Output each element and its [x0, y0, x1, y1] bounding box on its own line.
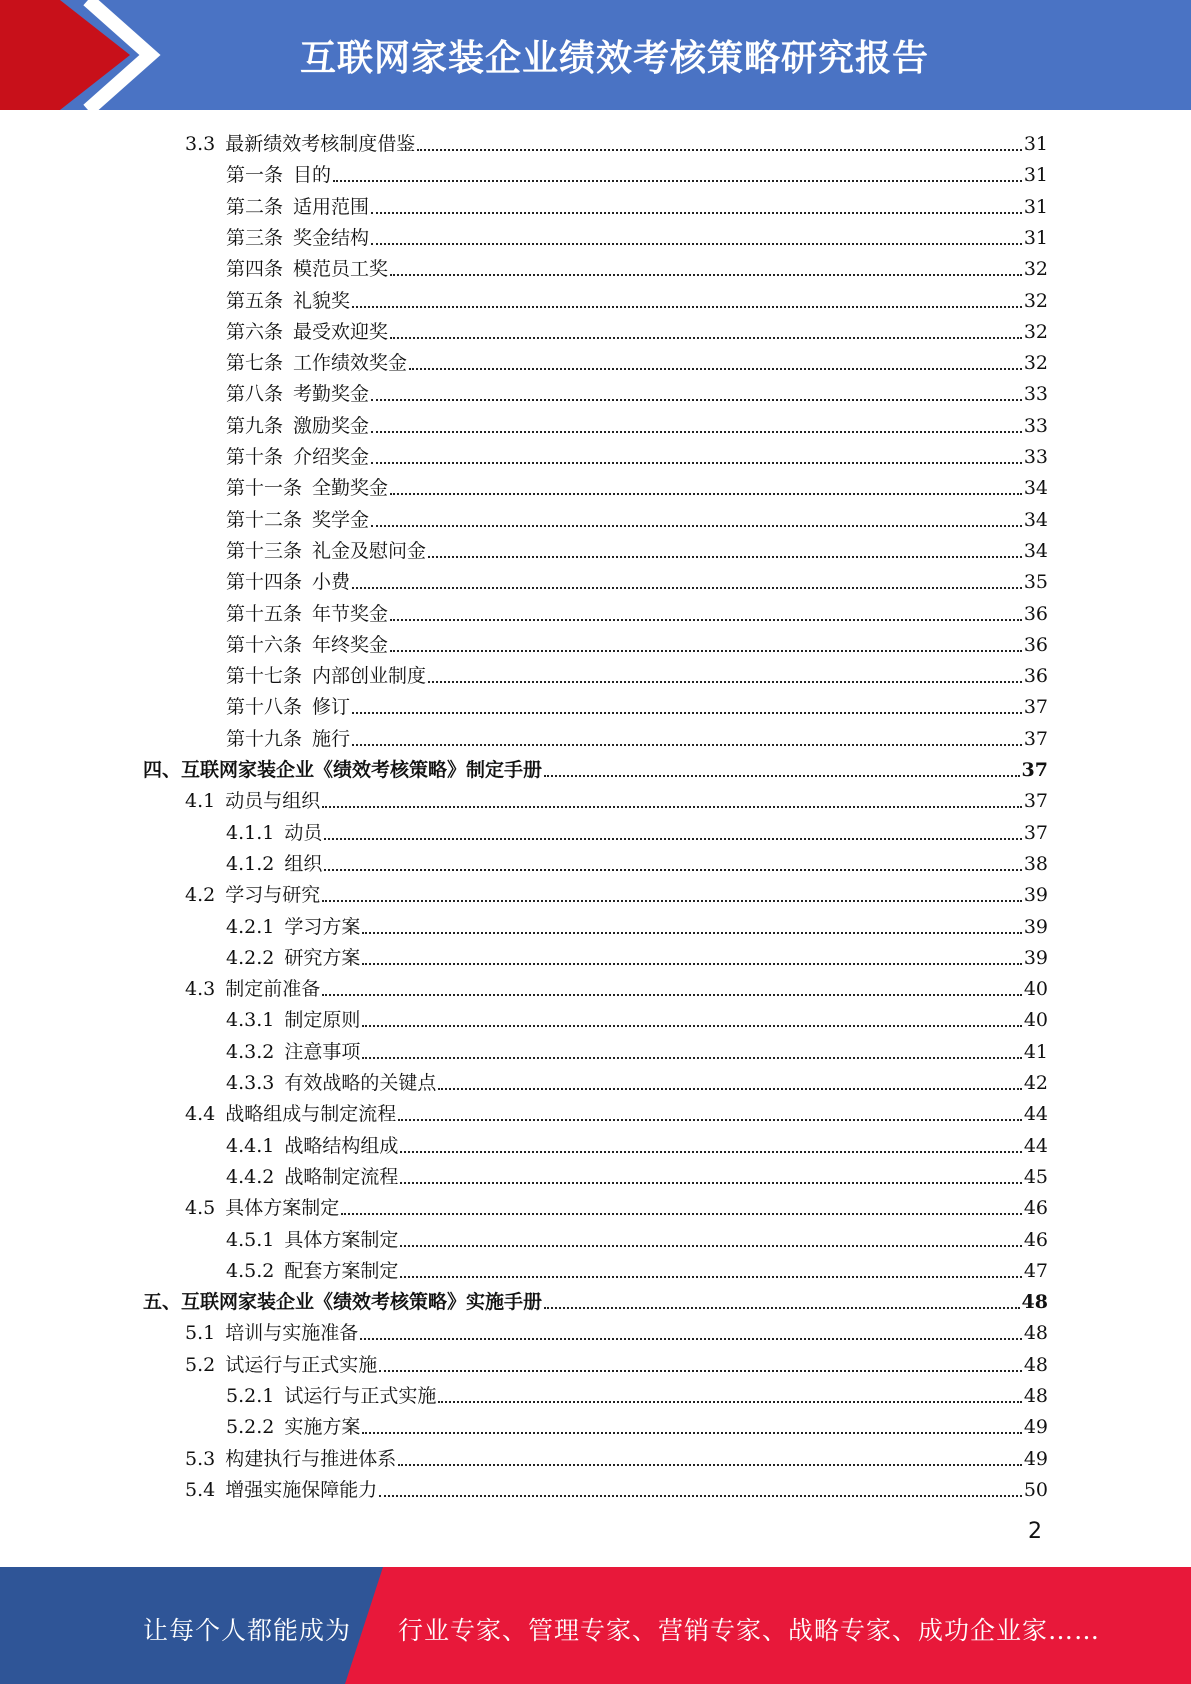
toc-dot-leader: [371, 212, 1022, 214]
toc-entry-page: 40: [1023, 978, 1048, 1000]
toc-dot-leader: [390, 493, 1022, 495]
toc-entry-page: 48: [1023, 1322, 1048, 1344]
toc-entry-page: 45: [1023, 1166, 1048, 1188]
toc-entry-page: 48: [1021, 1291, 1048, 1313]
toc-entry[interactable]: [226, 598, 1048, 626]
toc-entry-title: 四、互联网家装企业《绩效考核策略》制定手册: [143, 759, 543, 781]
toc-entry-number: 第十四条: [226, 571, 303, 593]
toc-entry[interactable]: [185, 973, 1048, 1001]
toc-entry-page: 33: [1023, 383, 1048, 405]
toc-entry-page: 48: [1023, 1354, 1048, 1376]
toc-entry[interactable]: [226, 472, 1048, 500]
toc-dot-leader: [352, 744, 1022, 746]
toc-entry-page: 32: [1023, 258, 1048, 280]
toc-entry[interactable]: [226, 1380, 1048, 1408]
toc-entry-number: 5.1: [185, 1322, 216, 1344]
toc-entry[interactable]: [226, 1036, 1048, 1064]
toc-entry-number: 第十七条: [226, 665, 303, 687]
toc-dot-leader: [409, 368, 1022, 370]
toc-entry-number: 第一条: [226, 164, 284, 186]
toc-entry-page: 37: [1021, 759, 1048, 781]
toc-entry-title: 有效战略的关键点: [284, 1072, 437, 1094]
toc-dot-leader: [400, 1182, 1021, 1184]
toc-dot-leader: [352, 306, 1022, 308]
toc-entry-title: 奖学金: [312, 509, 370, 531]
toc-entry[interactable]: [226, 1004, 1048, 1032]
toc-dot-leader: [379, 1370, 1022, 1372]
toc-entry-title: 年终奖金: [312, 634, 389, 656]
toc-entry[interactable]: [226, 159, 1048, 187]
toc-entry-page: 47: [1023, 1260, 1048, 1282]
toc-entry[interactable]: [185, 1349, 1048, 1377]
header-banner: [0, 0, 1191, 110]
toc-entry[interactable]: [226, 1130, 1048, 1158]
toc-entry-page: 44: [1023, 1135, 1048, 1157]
toc-dot-leader: [352, 712, 1022, 714]
toc-entry[interactable]: [226, 660, 1048, 688]
toc-dot-leader: [362, 932, 1021, 934]
toc-dot-leader: [438, 1401, 1021, 1403]
toc-entry[interactable]: [226, 504, 1048, 532]
toc-dot-leader: [544, 775, 1020, 777]
toc-entry-number: 第六条: [226, 321, 284, 343]
toc-dot-leader: [390, 337, 1022, 339]
toc-entry-page: 49: [1023, 1448, 1048, 1470]
toc-entry[interactable]: [226, 1255, 1048, 1283]
toc-entry-title: 动员: [284, 822, 323, 844]
toc-entry-number: 4.2: [185, 884, 216, 906]
toc-entry[interactable]: [226, 410, 1048, 438]
toc-entry[interactable]: [185, 785, 1048, 813]
toc-entry-title: 工作绩效奖金: [293, 352, 408, 374]
toc-entry-number: 4.4.1: [226, 1135, 275, 1157]
toc-entry-title: 模范员工奖: [293, 258, 389, 280]
toc-entry-title: 学习方案: [284, 916, 361, 938]
toc-entry-title: 最新绩效考核制度借鉴: [225, 133, 416, 155]
toc-entry[interactable]: [226, 285, 1048, 313]
toc-entry-page: 39: [1023, 884, 1048, 906]
toc-entry-number: 第十一条: [226, 477, 303, 499]
toc-entry-number: 4.4.2: [226, 1166, 275, 1188]
toc-entry-page: 48: [1023, 1385, 1048, 1407]
toc-entry-number: 第十六条: [226, 634, 303, 656]
toc-dot-leader: [362, 963, 1021, 965]
toc-entry-page: 31: [1023, 133, 1048, 155]
toc-dot-leader: [428, 556, 1022, 558]
toc-entry-title: 具体方案制定: [225, 1197, 340, 1219]
toc-entry-page: 42: [1023, 1072, 1048, 1094]
toc-dot-leader: [390, 619, 1022, 621]
toc-dot-leader: [322, 900, 1022, 902]
toc-entry-number: 4.3.3: [226, 1072, 275, 1094]
toc-entry[interactable]: [226, 566, 1048, 594]
toc-entry-title: 激励奖金: [293, 415, 370, 437]
toc-entry-number: 第七条: [226, 352, 284, 374]
toc-entry[interactable]: [226, 629, 1048, 657]
toc-entry-title: 全勤奖金: [312, 477, 389, 499]
toc-entry-page: 40: [1023, 1009, 1048, 1031]
toc-entry-number: 4.1.2: [226, 853, 275, 875]
toc-entry[interactable]: [185, 879, 1048, 907]
toc-dot-leader: [324, 838, 1021, 840]
toc-entry[interactable]: [226, 911, 1048, 939]
toc-entry-number: 4.2.2: [226, 947, 275, 969]
toc-entry-page: 37: [1023, 696, 1048, 718]
toc-entry-number: 第十九条: [226, 728, 303, 750]
toc-entry-page: 35: [1023, 571, 1048, 593]
toc-entry[interactable]: [143, 1286, 1048, 1314]
toc-entry[interactable]: [226, 316, 1048, 344]
toc-entry[interactable]: [185, 1474, 1048, 1502]
toc-entry-page: 38: [1023, 853, 1048, 875]
toc-entry-number: 第十条: [226, 446, 284, 468]
toc-entry-title: 制定前准备: [225, 978, 321, 1000]
toc-entry-number: 4.1: [185, 790, 216, 812]
toc-entry-title: 小费: [312, 571, 351, 593]
toc-entry[interactable]: [226, 378, 1048, 406]
toc-entry-title: 修订: [312, 696, 351, 718]
toc-dot-leader: [390, 274, 1022, 276]
toc-entry[interactable]: [226, 441, 1048, 469]
toc-dot-leader: [360, 1338, 1022, 1340]
footer-slogan-right: 行业专家、管理专家、营销专家、战略专家、成功企业家……: [398, 1616, 1101, 1645]
toc-dot-leader: [400, 1151, 1021, 1153]
toc-entry-page: 36: [1023, 603, 1048, 625]
toc-entry-page: 46: [1023, 1197, 1048, 1219]
toc-dot-leader: [352, 587, 1022, 589]
toc-entry[interactable]: [226, 1161, 1048, 1189]
toc-entry-title: 考勤奖金: [293, 383, 370, 405]
toc-dot-leader: [371, 525, 1022, 527]
toc-entry-number: 4.5.1: [226, 1229, 275, 1251]
toc-entry-number: 4.3.2: [226, 1041, 275, 1063]
toc-entry-page: 32: [1023, 321, 1048, 343]
toc-entry-page: 46: [1023, 1229, 1048, 1251]
toc-entry-page: 36: [1023, 665, 1048, 687]
toc-entry-title: 礼貌奖: [293, 290, 351, 312]
toc-dot-leader: [324, 869, 1021, 871]
toc-entry-title: 制定原则: [284, 1009, 361, 1031]
toc-dot-leader: [341, 1213, 1022, 1215]
toc-entry[interactable]: [226, 691, 1048, 719]
toc-entry-number: 4.4: [185, 1103, 216, 1125]
toc-dot-leader: [362, 1025, 1021, 1027]
toc-entry-number: 第九条: [226, 415, 284, 437]
toc-entry-number: 第十二条: [226, 509, 303, 531]
toc-entry-title: 增强实施保障能力: [225, 1479, 378, 1501]
toc-entry-title: 学习与研究: [225, 884, 321, 906]
toc-entry-number: 第八条: [226, 383, 284, 405]
toc-dot-leader: [362, 1057, 1021, 1059]
toc-entry-number: 4.5.2: [226, 1260, 275, 1282]
toc-entry-title: 实施方案: [284, 1416, 361, 1438]
toc-entry-title: 试运行与正式实施: [284, 1385, 437, 1407]
toc-entry-title: 配套方案制定: [284, 1260, 399, 1282]
toc-entry-title: 适用范围: [293, 196, 370, 218]
footer-slogan-left: 让每个人都能成为: [143, 1616, 352, 1645]
toc-entry-title: 最受欢迎奖: [293, 321, 389, 343]
toc-entry-page: 49: [1023, 1416, 1048, 1438]
toc-entry-number: 第五条: [226, 290, 284, 312]
toc-dot-leader: [400, 1276, 1021, 1278]
page-number: 2: [1028, 1519, 1042, 1544]
toc-entry-title: 试运行与正式实施: [225, 1354, 378, 1376]
toc-entry[interactable]: [226, 817, 1048, 845]
toc-dot-leader: [544, 1307, 1020, 1309]
toc-entry-page: 39: [1023, 947, 1048, 969]
toc-entry-page: 34: [1023, 477, 1048, 499]
toc-entry-page: 33: [1023, 446, 1048, 468]
toc-entry[interactable]: [226, 1411, 1048, 1439]
toc-entry-page: 44: [1023, 1103, 1048, 1125]
toc-dot-leader: [362, 1432, 1021, 1434]
toc-entry-page: 33: [1023, 415, 1048, 437]
toc-entry-title: 奖金结构: [293, 227, 370, 249]
toc-entry-title: 施行: [312, 728, 351, 750]
toc-entry-title: 研究方案: [284, 947, 361, 969]
toc-entry-title: 五、互联网家装企业《绩效考核策略》实施手册: [143, 1291, 543, 1313]
toc-entry[interactable]: [226, 222, 1048, 250]
toc-dot-leader: [438, 1088, 1021, 1090]
toc-entry-page: 50: [1023, 1479, 1048, 1501]
toc-entry-page: 37: [1023, 790, 1048, 812]
toc-entry-title: 年节奖金: [312, 603, 389, 625]
toc-entry-title: 具体方案制定: [284, 1229, 399, 1251]
toc-entry-number: 5.4: [185, 1479, 216, 1501]
toc-dot-leader: [371, 399, 1022, 401]
toc-entry-title: 动员与组织: [225, 790, 321, 812]
toc-entry-number: 第四条: [226, 258, 284, 280]
toc-entry-number: 4.2.1: [226, 916, 275, 938]
toc-entry[interactable]: [226, 535, 1048, 563]
toc-entry-title: 注意事项: [284, 1041, 361, 1063]
toc-entry-page: 32: [1023, 352, 1048, 374]
toc-dot-leader: [371, 431, 1022, 433]
toc-entry-page: 36: [1023, 634, 1048, 656]
toc-entry-page: 39: [1023, 916, 1048, 938]
toc-dot-leader: [322, 994, 1022, 996]
toc-entry-number: 4.5: [185, 1197, 216, 1219]
toc-entry-page: 31: [1023, 164, 1048, 186]
toc-entry-number: 4.1.1: [226, 822, 275, 844]
toc-entry-title: 构建执行与推进体系: [225, 1448, 397, 1470]
toc-entry[interactable]: [185, 1098, 1048, 1126]
toc-dot-leader: [400, 1245, 1021, 1247]
toc-dot-leader: [390, 650, 1022, 652]
toc-entry-page: 31: [1023, 196, 1048, 218]
toc-entry-page: 34: [1023, 509, 1048, 531]
toc-entry-page: 31: [1023, 227, 1048, 249]
toc-entry[interactable]: [226, 347, 1048, 375]
toc-entry-number: 5.2.2: [226, 1416, 275, 1438]
toc-entry-number: 第三条: [226, 227, 284, 249]
toc-entry-number: 第十五条: [226, 603, 303, 625]
toc-entry-title: 培训与实施准备: [225, 1322, 359, 1344]
toc-entry[interactable]: [226, 191, 1048, 219]
toc-entry-number: 5.2.1: [226, 1385, 275, 1407]
toc-entry-title: 组织: [284, 853, 323, 875]
document-title: 互联网家装企业绩效考核策略研究报告: [300, 38, 930, 79]
toc-entry-number: 第十八条: [226, 696, 303, 718]
toc-entry-page: 32: [1023, 290, 1048, 312]
toc-entry[interactable]: [226, 1224, 1048, 1252]
toc-dot-leader: [333, 180, 1022, 182]
toc-entry-number: 4.3: [185, 978, 216, 1000]
toc-entry-number: 4.3.1: [226, 1009, 275, 1031]
toc-entry-title: 内部创业制度: [312, 665, 427, 687]
toc-entry[interactable]: [185, 1317, 1048, 1345]
toc-entry[interactable]: [185, 1443, 1048, 1471]
toc-entry-number: 5.3: [185, 1448, 216, 1470]
toc-dot-leader: [371, 243, 1022, 245]
toc-dot-leader: [322, 806, 1022, 808]
toc-dot-leader: [398, 1119, 1022, 1121]
toc-entry-number: 第二条: [226, 196, 284, 218]
toc-entry-page: 34: [1023, 540, 1048, 562]
toc-dot-leader: [398, 1464, 1022, 1466]
toc-entry-title: 礼金及慰问金: [312, 540, 427, 562]
toc-entry-title: 介绍奖金: [293, 446, 370, 468]
toc-entry-number: 5.2: [185, 1354, 216, 1376]
footer-banner: [0, 1567, 1191, 1684]
toc-dot-leader: [379, 1495, 1022, 1497]
toc-entry[interactable]: [185, 1192, 1048, 1220]
toc-entry-number: 第十三条: [226, 540, 303, 562]
toc-entry[interactable]: [226, 1067, 1048, 1095]
toc-entry-title: 战略制定流程: [284, 1166, 399, 1188]
toc-dot-leader: [417, 149, 1022, 151]
toc-entry-title: 战略组成与制定流程: [225, 1103, 397, 1125]
toc-entry[interactable]: [226, 253, 1048, 281]
toc-entry[interactable]: [226, 723, 1048, 751]
toc-entry-title: 目的: [293, 164, 332, 186]
toc-dot-leader: [428, 681, 1022, 683]
toc-entry[interactable]: [226, 848, 1048, 876]
toc-entry[interactable]: [226, 942, 1048, 970]
toc-entry-number: 3.3: [185, 133, 216, 155]
toc-entry-page: 37: [1023, 728, 1048, 750]
toc-entry-page: 37: [1023, 822, 1048, 844]
toc-entry[interactable]: [143, 754, 1048, 782]
toc-entry-page: 41: [1023, 1041, 1048, 1063]
toc-entry-title: 战略结构组成: [284, 1135, 399, 1157]
toc-dot-leader: [371, 462, 1022, 464]
toc-entry[interactable]: [185, 128, 1048, 156]
